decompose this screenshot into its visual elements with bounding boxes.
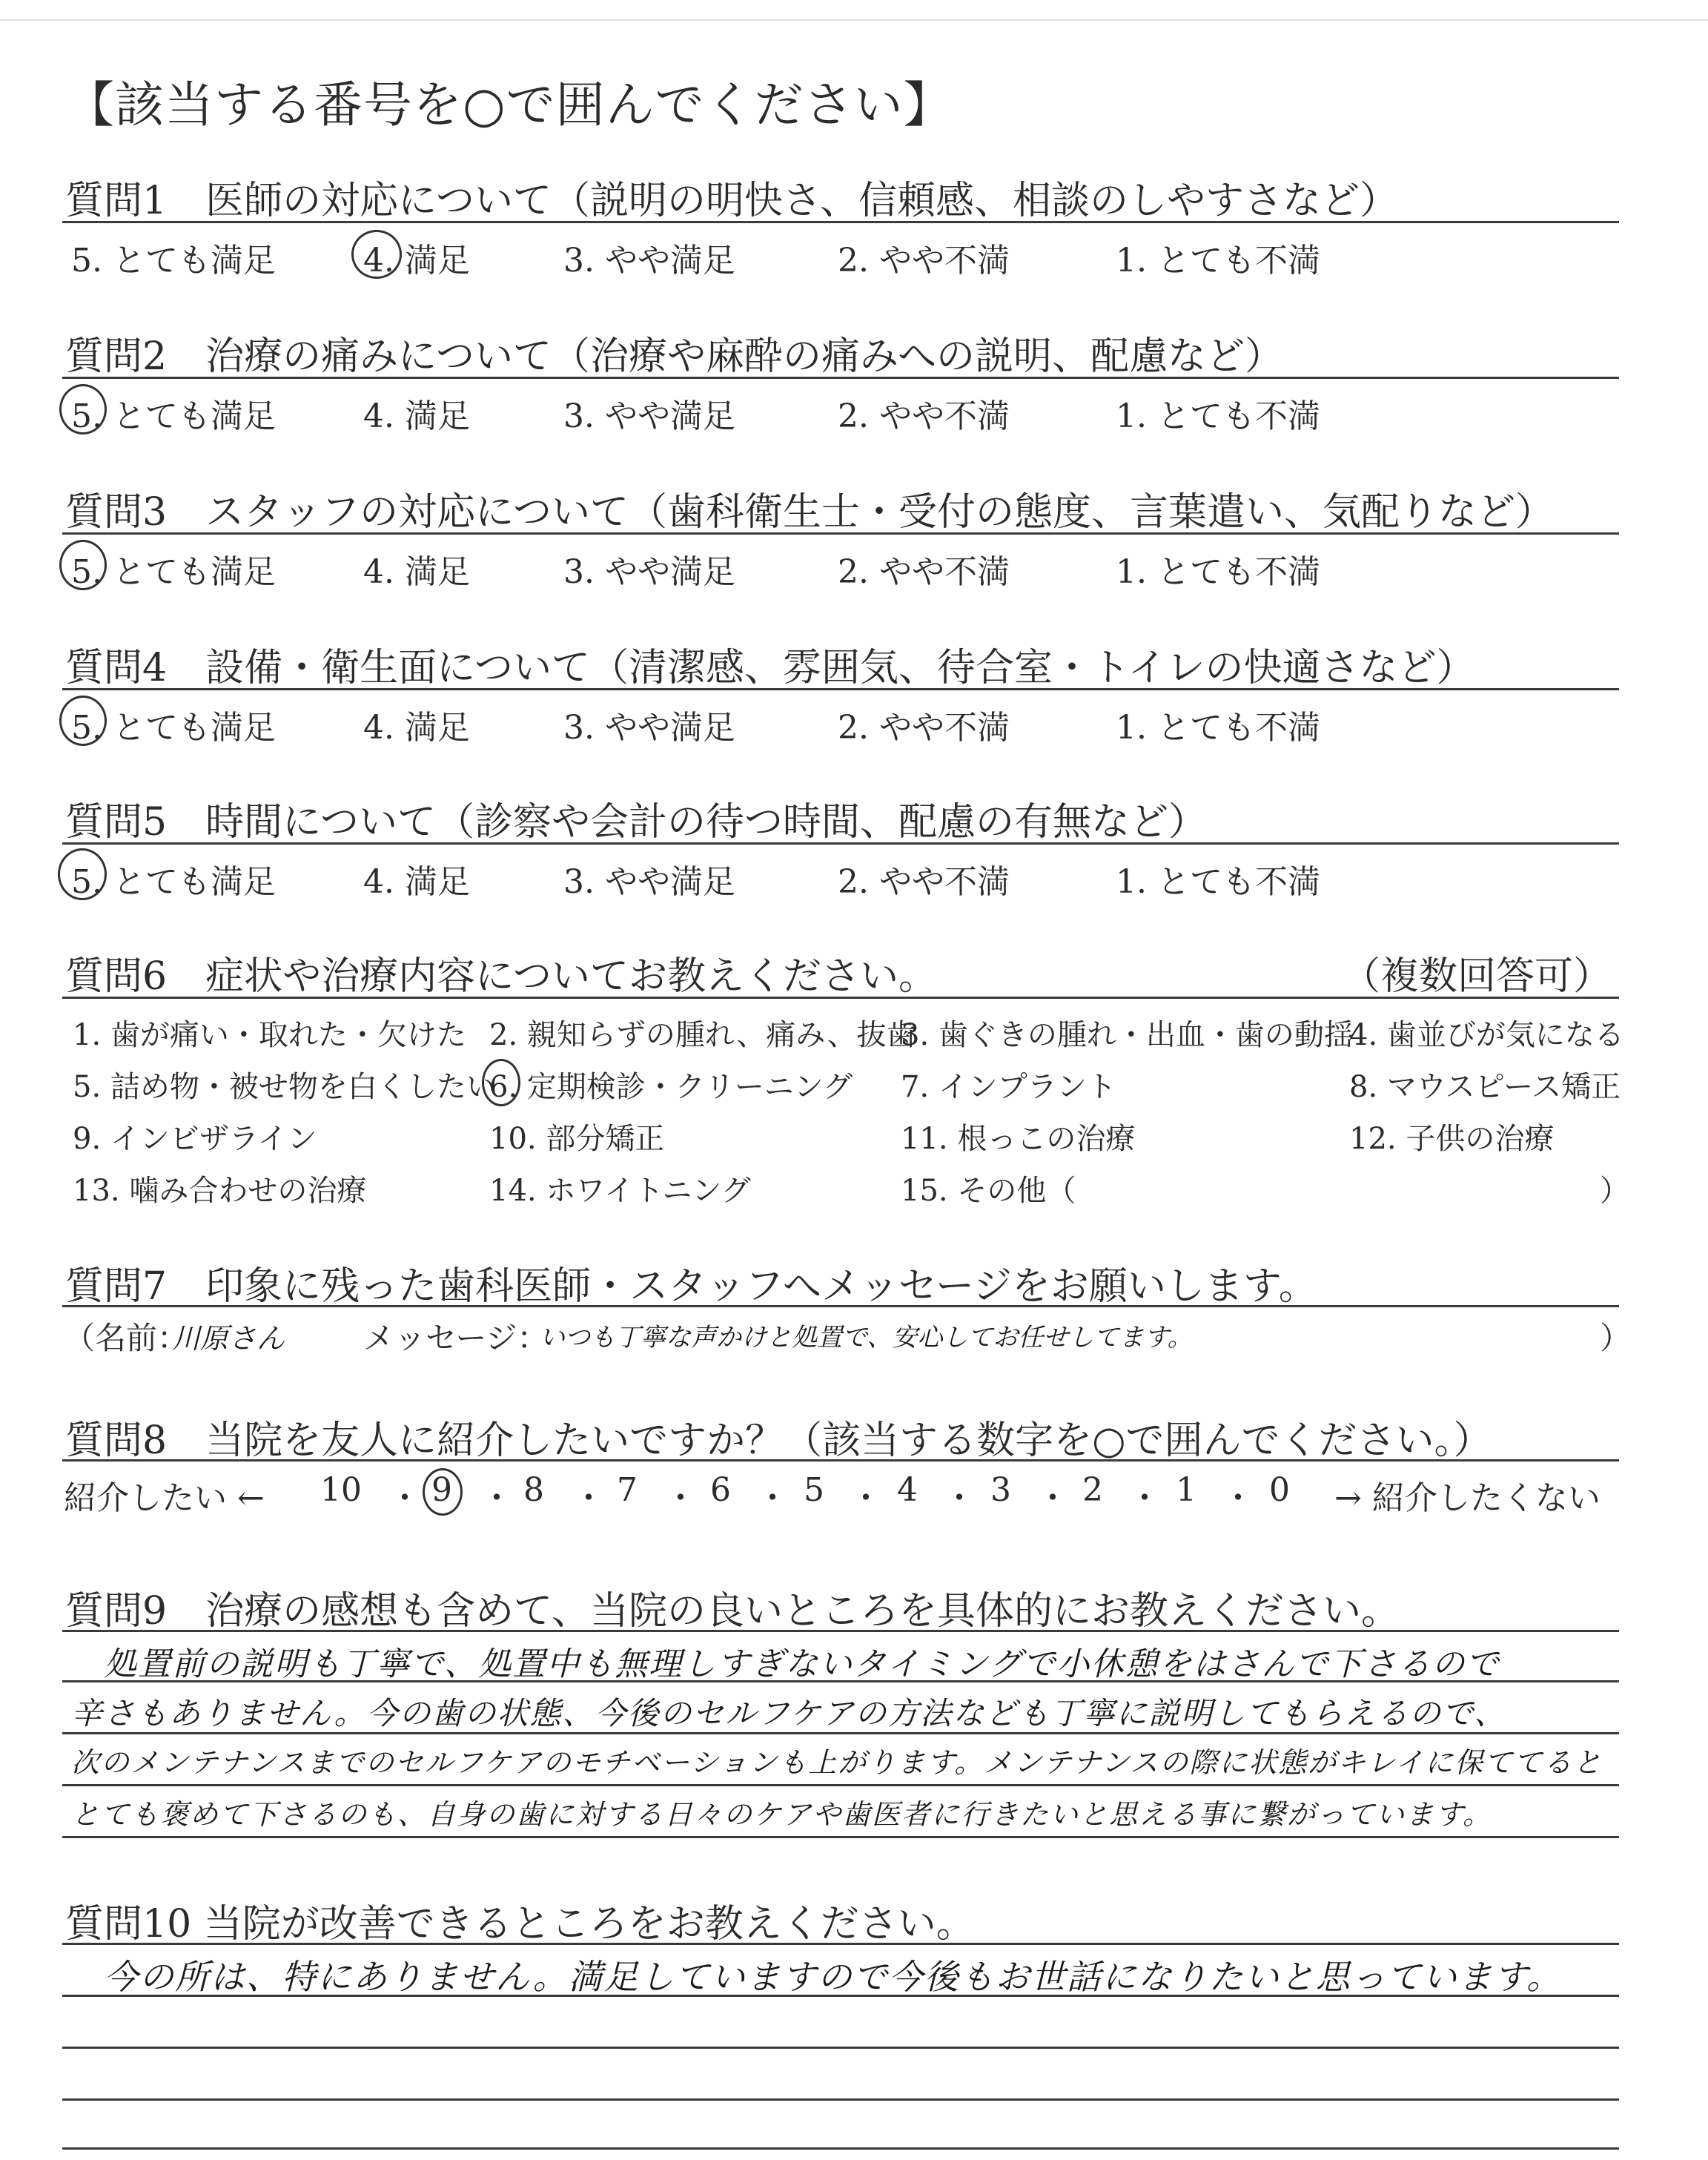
scan-top-edge [0,19,1708,21]
q6-item-15[interactable]: 15. その他（ [901,1174,1076,1208]
q8-dot: ・ [943,1479,976,1517]
q8-value-4[interactable]: 4 [897,1471,918,1509]
q5-option-4[interactable]: 4. 満足 [363,863,470,901]
q4-option-1[interactable]: 1. とても不満 [1116,709,1320,747]
q3-option-3[interactable]: 3. やや満足 [563,553,735,591]
q8-dot: ・ [1036,1479,1069,1517]
q1-rule [62,221,1619,223]
q8-dot: ・ [388,1479,421,1517]
q6-item-3[interactable]: 3. 歯ぐきの腫れ・出血・歯の動揺 [901,1018,1354,1052]
q8-heading: 質問8 当院を友人に紹介したいですか？（該当する数字を○で囲んでください。） [65,1418,1492,1463]
q6-multiple-note: （複数回答可） [1342,954,1612,999]
q8-value-5[interactable]: 5 [804,1471,824,1509]
q8-value-9[interactable]: 9 [431,1471,452,1509]
q8-value-1[interactable]: 1 [1176,1471,1196,1509]
q8-dot: ・ [1222,1479,1254,1517]
q8-right-label: → 紹介したくない [1334,1479,1601,1517]
q3-option-4[interactable]: 4. 満足 [363,553,470,591]
q6-item-4[interactable]: 4. 歯並びが気になる [1349,1018,1624,1052]
q7-name-label: （名前： [64,1320,189,1356]
q2-heading: 質問2 治療の痛みについて（治療や麻酔の痛みへの説明、配慮など） [65,334,1284,379]
q2-option-3[interactable]: 3. やや満足 [563,397,735,435]
q7-heading: 質問7 印象に残った歯科医師・スタッフへメッセージをお願いします。 [65,1264,1317,1309]
q6-item-2[interactable]: 2. 親知らずの腫れ、痛み、抜歯 [489,1018,916,1052]
q3-rule [62,532,1619,535]
q1-option-5[interactable]: 5. とても満足 [71,242,276,280]
q8-rule [62,1459,1619,1462]
q8-value-8[interactable]: 8 [523,1471,544,1509]
q1-option-2[interactable]: 2. やや不満 [838,242,1010,280]
q2-selected-circle [59,384,107,435]
q5-option-1[interactable]: 1. とても不満 [1116,863,1320,901]
q9-answer-line-4[interactable]: とても褒めて下さるのも、自身の歯に対する日々のケアや歯医者に行きたいと思える事に繋がっています。 [71,1798,1492,1831]
q9-answer-rule [62,1732,1619,1734]
q6-item-5[interactable]: 5. 詰め物・被せ物を白くしたい [73,1070,496,1104]
q6-item-15-close: ） [1600,1174,1629,1208]
q8-value-0[interactable]: 0 [1269,1471,1290,1509]
q9-answer-line-2[interactable]: 辛さもありません。今の歯の状態、今後のセルフケアの方法なども丁寧に説明してもらえるので、 [71,1695,1507,1731]
q5-option-2[interactable]: 2. やや不満 [838,863,1010,901]
q6-item-8[interactable]: 8. マウスピース矯正 [1349,1070,1621,1104]
q8-selected-circle [423,1468,463,1516]
q6-item-11[interactable]: 11. 根っこの治療 [901,1122,1136,1156]
q5-option-3[interactable]: 3. やや満足 [563,863,735,901]
q3-selected-circle [59,540,107,590]
q10-rule [62,1943,1619,1945]
q5-rule [62,842,1619,845]
q9-answer-line-3[interactable]: 次のメンテナンスまでのセルフケアのモチベーションも上がります。メンテナンスの際に状態がキレイに保ててると [71,1746,1603,1779]
q9-answer-rule [62,1680,1619,1682]
q8-value-3[interactable]: 3 [990,1471,1011,1509]
q10-answer-rule [62,2147,1619,2150]
q9-heading: 質問9 治療の感想も含めて、当院の良いところを具体的にお教えください。 [65,1589,1400,1634]
q7-rule [62,1305,1619,1307]
q10-answer-rule [62,2098,1619,2101]
q2-rule [62,377,1619,379]
q5-selected-circle [58,848,107,900]
q6-heading: 質問6 症状や治療内容についてお教えください。 [65,954,938,999]
q2-option-2[interactable]: 2. やや不満 [838,397,1010,435]
q8-dot: ・ [756,1479,789,1517]
q10-answer-line-1[interactable]: 今の所は、特にありません。満足していますので今後もお世話になりたいと思っています。 [104,1957,1563,1997]
q4-option-4[interactable]: 4. 満足 [363,709,470,747]
q4-option-3[interactable]: 3. やや満足 [563,709,735,747]
q10-answer-rule [62,1995,1619,1997]
q8-value-10[interactable]: 10 [320,1471,362,1509]
q8-dot: ・ [572,1479,605,1517]
q4-option-2[interactable]: 2. やや不満 [838,709,1010,747]
q5-heading: 質問5 時間について（診察や会計の待つ時間、配慮の有無など） [65,800,1208,845]
q4-selected-circle [59,696,107,746]
q6-item-9[interactable]: 9. インビザライン [73,1122,317,1156]
q8-value-7[interactable]: 7 [617,1471,638,1509]
q8-dot: ・ [480,1479,513,1517]
q10-answer-rule [62,2047,1619,2049]
q5-option-5[interactable]: 5. とても満足 [71,863,276,901]
q9-answer-line-1[interactable]: 処置前の説明も丁寧で、処置中も無理しすぎないタイミングで小休憩をはさんで下さるので [104,1645,1500,1683]
q2-option-1[interactable]: 1. とても不満 [1116,397,1320,435]
q10-heading: 質問10 当院が改善できるところをお教えください。 [65,1902,975,1946]
q6-item-13[interactable]: 13. 噛み合わせの治療 [73,1174,367,1208]
q8-dot: ・ [850,1479,882,1517]
q4-option-5[interactable]: 5. とても満足 [71,709,276,747]
q1-heading: 質問1 医師の対応について（説明の明快さ、信頼感、相談のしやすさなど） [65,179,1398,223]
q6-item-1[interactable]: 1. 歯が痛い・取れた・欠けた [73,1018,466,1052]
q7-message-label: メッセージ： [363,1320,549,1356]
q1-option-4[interactable]: 4. 満足 [363,242,470,280]
q7-close-paren: ） [1600,1320,1632,1356]
q6-item-14[interactable]: 14. ホワイトニング [489,1174,751,1208]
q6-rule [62,997,1619,999]
q6-selected-circle [482,1059,520,1106]
q2-option-5[interactable]: 5. とても満足 [71,397,276,435]
q8-value-2[interactable]: 2 [1082,1471,1103,1509]
q4-rule [62,688,1619,690]
q9-answer-rule [62,1836,1619,1838]
q1-option-3[interactable]: 3. やや満足 [563,242,735,280]
q8-value-6[interactable]: 6 [710,1471,731,1509]
q3-heading: 質問3 スタッフの対応について（歯科衛生士・受付の態度、言葉遣い、気配りなど） [65,490,1555,535]
q6-item-10[interactable]: 10. 部分矯正 [489,1122,665,1156]
q8-dot: ・ [1128,1479,1161,1517]
q6-item-7[interactable]: 7. インプラント [901,1070,1116,1104]
q9-rule [62,1630,1619,1632]
q9-answer-rule [62,1784,1619,1786]
q3-option-2[interactable]: 2. やや不満 [838,553,1010,591]
q8-left-label: 紹介したい ← [64,1479,265,1517]
q3-option-5[interactable]: 5. とても満足 [71,553,276,591]
q2-option-4[interactable]: 4. 満足 [363,397,470,435]
q6-item-12[interactable]: 12. 子供の治療 [1349,1122,1555,1156]
q8-dot: ・ [664,1479,697,1517]
q3-option-1[interactable]: 1. とても不満 [1116,553,1320,591]
q7-name-value[interactable]: 川原さん [172,1322,285,1355]
q1-option-1[interactable]: 1. とても不満 [1116,242,1320,280]
q4-heading: 質問4 設備・衛生面について（清潔感、雰囲気、待合室・トイレの快適さなど） [65,646,1475,690]
form-title: 【該当する番号を○で囲んでください】 [65,76,953,133]
q1-selected-circle [351,230,402,279]
q7-message-value[interactable]: いつも丁寧な声かけと処置で、安心してお任せしてます。 [540,1323,1193,1353]
q6-item-6[interactable]: 6. 定期検診・クリーニング [489,1070,853,1104]
